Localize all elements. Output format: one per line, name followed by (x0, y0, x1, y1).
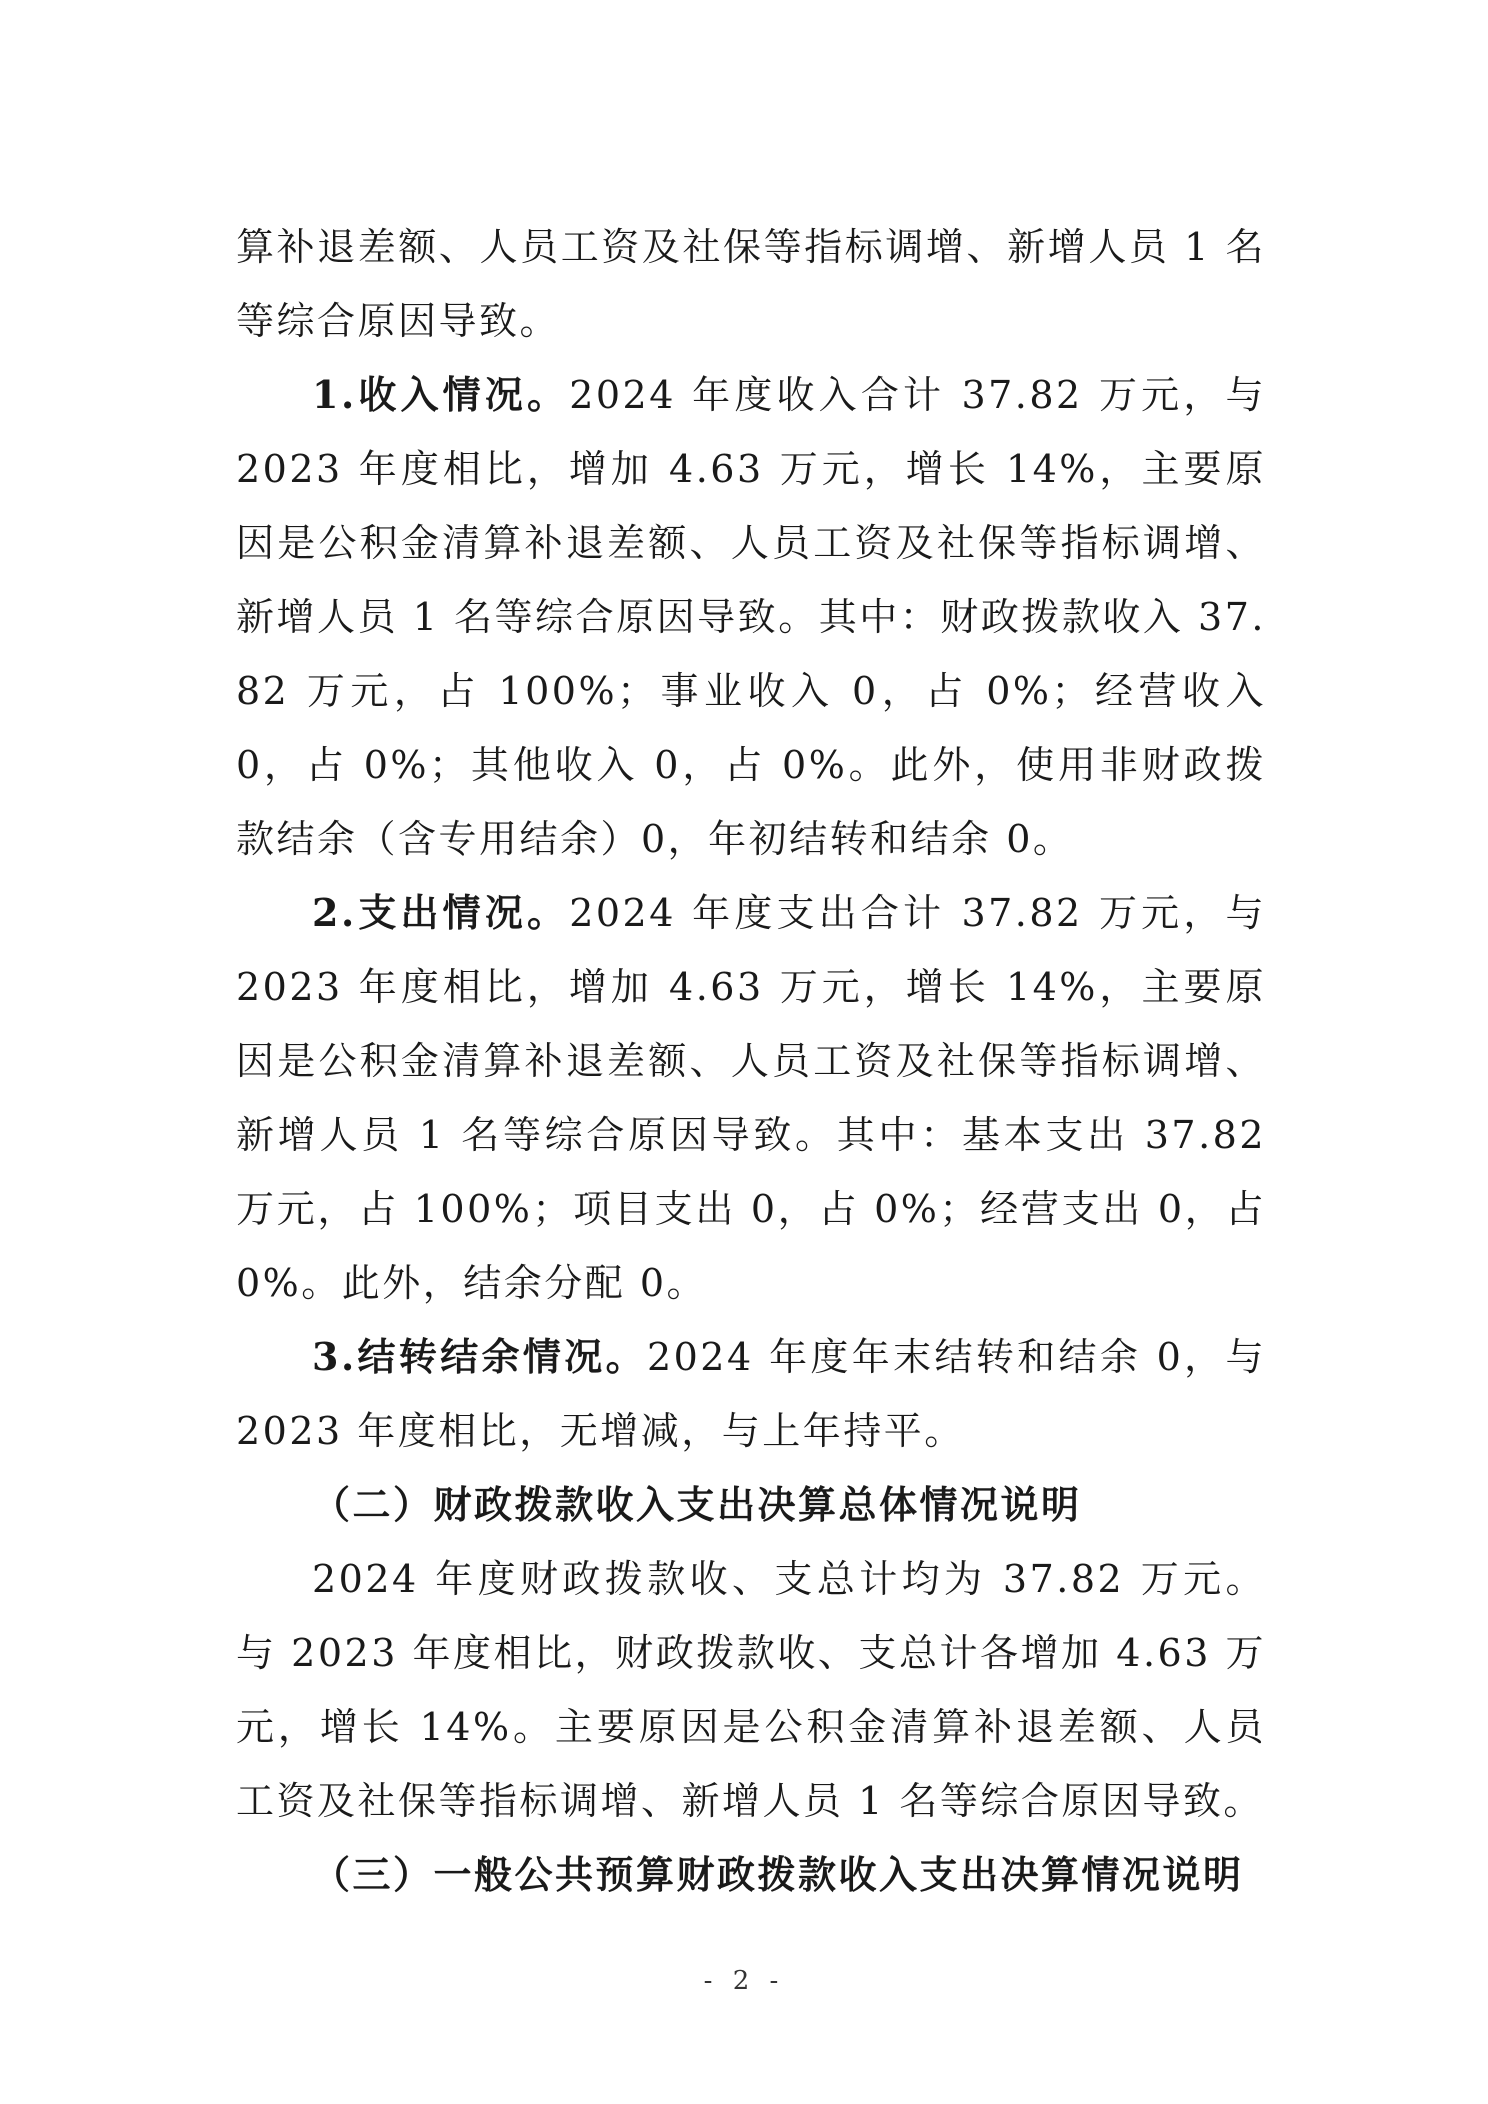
carryover-lead: 3.结转结余情况。 (312, 1334, 647, 1379)
paragraph-fiscal-overall (236, 1542, 1266, 1838)
section-heading-fiscal-overall: （二）财政拨款收入支出决算总体情况说明 (312, 1482, 1082, 1527)
paragraph-continuation (236, 210, 1266, 358)
expenditure-lead: 2.支出情况。 (312, 890, 570, 935)
carryover-body: 2024 年度年末结转和结余 0，与 2023 年度相比，无增减，与上年持平。 (236, 1335, 1267, 1453)
expenditure-body: 2024 年度支出合计 37.82 万元，与 2023 年度相比，增加 4.63 万元，增长 14%，主要原因是公积金清算补退差额、人员工资及社保等指标调增、新增人员 1 名等综合原因导致。其中：基本支出 37.82 万元，占 100%；项目支出 0，占 0%；经营支出 0，占 0%。此外，结余分配 0。 (236, 891, 1266, 1305)
income-lead: 1.收入情况。 (312, 372, 570, 417)
paragraph-carryover (236, 1320, 1266, 1468)
fiscal-overall-body: 2024 年度财政拨款收、支总计均为 37.82 万元。与 2023 年度相比，财政拨款收、支总计各增加 4.63 万元，增长 14%。主要原因是公积金清算补退差额、人员工资及社保等指标调增、新增人员 1 名等综合原因导致。 (236, 1557, 1266, 1823)
paragraph-text: 算补退差额、人员工资及社保等指标调增、新增人员 1 名等综合原因导致。 (236, 225, 1266, 343)
section-heading-general-budget: （三）一般公共预算财政拨款收入支出决算情况说明 (312, 1852, 1244, 1897)
paragraph-expenditure (236, 876, 1266, 1320)
income-body: 2024 年度收入合计 37.82 万元，与 2023 年度相比，增加 4.63 万元，增长 14%，主要原因是公积金清算补退差额、人员工资及社保等指标调增、新增人员 1 名等综合原因导致。其中：财政拨款收入 37.82 万元，占 100%；事业收入 0，占 0%；经营收入 0，占 0%；其他收入 0，占 0%。此外，使用非财政拨款结余（含专用结余）0，年初结转和结余 0。 (236, 373, 1266, 861)
page-number: - 2 - (703, 1966, 785, 1996)
paragraph-income (236, 358, 1266, 876)
document-body (236, 210, 1266, 1912)
